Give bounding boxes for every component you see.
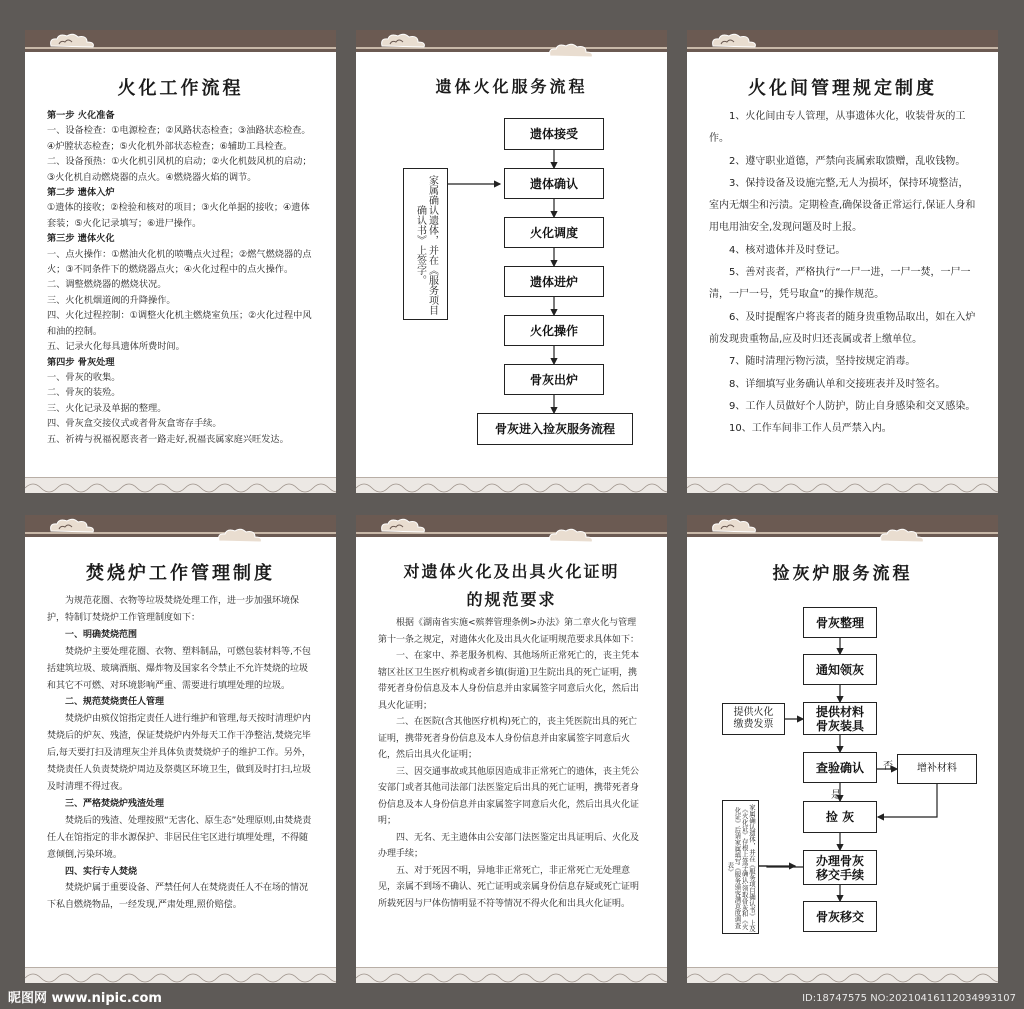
cloud-ornament-icon — [546, 527, 598, 545]
bottom-border-ornament — [356, 967, 667, 983]
poster-cremation-workflow — [25, 30, 336, 493]
body-line: 四、骨灰盒交接仪式或者骨灰盒寄存手续。 — [47, 418, 222, 430]
body-line: 5、善对丧者，严格执行“一尸一进，一尸一焚，一尸一清，一尸一号，凭号取盒”的操作规范。 — [709, 267, 971, 301]
top-banner — [687, 515, 998, 537]
body-line: 根据《湖南省实施<殡葬管理条例>办法》第二章火化与管理第十一条之规定，对遗体火化及出具火化证明规范要求具体如下： — [378, 618, 640, 645]
note-box — [722, 800, 759, 934]
body-line: 一、在家中、养老服务机构、其他场所正常死亡的，丧主凭本辖区社区卫生医疗机构或者乡镇(街道)卫生院出具的死亡证明，携带死者身份信息及本人身份信息并由家属签字同意后火化，然后出具火化证明； — [378, 651, 640, 711]
body-line: 四、无名、无主遗体由公安部门法医鉴定出具证明后、火化及办理手续； — [378, 832, 640, 859]
body-line: ①遗体的接收；②检验和核对的项目；③火化单据的接收；④遗体套装；⑤火化记录填写；⑥进尸操作。 — [47, 202, 310, 229]
body-line: 三、火化机烟道阀的升降操作。 — [47, 294, 176, 306]
body-line: 4、核对遗体并及时登记。 — [729, 244, 846, 256]
body-line: 焚烧炉主要处理花圈、衣物、塑料制品，可燃包装材料等,不包括建筑垃圾、玻璃酒瓶、爆炸物及国家名令禁止不允许焚烧的垃圾和其它不可燃、对环境影响严重、需要进行填埋处理的垃圾。 — [47, 646, 311, 691]
flow-step: 骨灰出炉 — [504, 364, 604, 395]
body-line: 焚烧炉属于重要设备、严禁任何人在焚烧责任人不在场的情况下私自燃烧物品，一经发现,严肃处理,照价赔偿。 — [47, 883, 309, 911]
panel-title: 焚烧炉工作管理制度 — [86, 563, 275, 584]
body-line: 6、及时提醒客户将丧者的随身贵重物品取出，如在入炉前发现贵重物品,应及时归还丧属或者上缴单位。 — [709, 311, 976, 345]
panel-body — [709, 106, 976, 440]
section-heading: 第四步 骨灰处理 — [47, 356, 115, 368]
flow-step: 遗体进炉 — [504, 266, 604, 297]
body-line: 四、火化过程控制：①调整火化机主燃烧室负压；②火化过程中风和油的控制。 — [47, 310, 312, 337]
side-input-box: 提供火化 缴费发票 — [722, 703, 785, 735]
body-line: 7、随时清理污物污渍，坚持按规定消毒。 — [729, 356, 916, 368]
cloud-ornament-icon — [546, 42, 598, 60]
label-yes: 是 — [831, 790, 841, 801]
flow-step: 通知领灰 — [803, 654, 877, 685]
poster-body-cremation-service — [356, 30, 667, 493]
section-heading: 四、实行专人焚烧 — [65, 866, 138, 877]
body-line: 五、祈祷与祝福祝愿丧者一路走好,祝福丧属家庭兴旺发达。 — [47, 433, 289, 445]
flow-step: 查验确认 — [803, 752, 877, 783]
top-banner — [687, 30, 998, 52]
flow-step: 骨灰整理 — [803, 607, 877, 638]
bottom-border-ornament — [25, 477, 336, 493]
panel-body — [378, 615, 645, 912]
bottom-border-ornament — [25, 967, 336, 983]
cloud-ornament-icon — [378, 517, 430, 535]
side-note-text: 家属确认遗体，并在《服务项目确认书》上签字。 — [414, 175, 438, 315]
cloud-ornament-icon — [47, 32, 99, 50]
poster-incinerator-rules — [25, 515, 336, 983]
flow-step: 遗体确认 — [504, 168, 604, 199]
body-line: 焚烧后的残渣、处理按照“无害化、原生态”处理原则,由焚烧责任人在馆指定的非水源保护、非居民住宅区进行填埋处理，不得随意倾倒,污染环境。 — [47, 815, 312, 860]
panel-title: 火化间管理规定制度 — [748, 78, 937, 99]
panel-title-line2: 的规范要求 — [466, 590, 557, 609]
body-line: 三、因交通事故或其他原因造成非正常死亡的遗体，丧主凭公安部门或者其他司法部门法医鉴定后出具的死亡证明，携带死者身份信息及本人身份信息并由家属签字同意后火化，然后出具火化证明； — [378, 766, 640, 826]
body-line: 一、点火操作：①燃油火化机的喷嘴点火过程；②燃气燃烧器的点火；③不同条件下的燃烧器点火；④火化过程中的点火操作。 — [47, 248, 312, 276]
cloud-ornament-icon — [709, 517, 761, 535]
body-line: 为规范花圈、衣物等垃圾焚烧处理工作，进一步加强环境保护，特制订焚烧炉工作管理制度如下： — [47, 596, 300, 623]
cloud-ornament-icon — [877, 527, 929, 545]
top-banner — [25, 30, 336, 52]
flow-step: 办理骨灰 移交手续 — [803, 850, 877, 885]
body-line: 一、设备检查：①电源检查；②风路状态检查；③油路状态检查。④炉膛状态检查；⑤火化机外部状态检查；⑥辅助工具检查。 — [47, 125, 311, 152]
top-banner — [356, 30, 667, 52]
panel-title: 火化工作流程 — [117, 78, 244, 99]
cloud-ornament-icon — [47, 517, 99, 535]
panel-title: 捡灰炉服务流程 — [772, 564, 913, 584]
cloud-ornament-icon — [709, 32, 761, 50]
top-banner — [356, 515, 667, 537]
image-id: ID:18747575 NO:20210416112034993107 — [802, 993, 1016, 1004]
body-line: 一、骨灰的收集。 — [47, 371, 121, 383]
section-heading: 三、严格焚烧炉残渣处理 — [65, 798, 165, 809]
watermark-logo: 昵图网 www.nipic.com — [8, 991, 162, 1006]
top-banner — [25, 515, 336, 537]
side-note-box — [403, 168, 448, 320]
body-line: 二、骨灰的装殓。 — [47, 387, 121, 399]
label-no: 否 — [883, 761, 893, 772]
section-heading: 第二步 遗体入炉 — [47, 187, 115, 199]
cloud-ornament-icon — [378, 32, 430, 50]
bottom-border-ornament — [356, 477, 667, 493]
body-line: 1、火化间由专人管理，从事遗体火化，收装骨灰的工作。 — [709, 111, 966, 145]
panel-body — [47, 593, 314, 914]
bottom-border-ornament — [687, 967, 998, 983]
poster-cremation-room-rules — [687, 30, 998, 493]
note-text: 家属确认遗体，并在《服务项目确认书》上及《火化证》存根上签字确认;领取骨灰和《火化证》后请家属填写《服务颁客满意度调查表》 — [726, 804, 756, 932]
flow-step-final: 骨灰进入捡灰服务流程 — [477, 413, 633, 445]
panel-title-line1: 对遗体火化及出具火化证明 — [403, 562, 620, 581]
body-line: 三、火化记录及单据的整理。 — [47, 402, 167, 414]
panel-body — [47, 108, 314, 447]
section-heading: 第三步 遗体火化 — [47, 233, 115, 245]
body-line: 二、在医院(含其他医疗机构)死亡的，丧主凭医院出具的死亡证明，携带死者身份信息及本人身份信息并由家属签字同意后火化，然后出具火化证明； — [378, 717, 638, 760]
body-line: 二、调整燃烧器的燃烧状况。 — [47, 279, 167, 291]
body-line: 焚烧炉由殡仪馆指定责任人进行维护和管理,每天按时清理炉内焚烧后的炉灰、残渣，保证焚烧炉内外每天工作干净整洁,焚烧完毕后,每天要打扫及清理灰尘并具体负责焚烧炉子的维护工作。另外，焚烧责任人负责焚烧炉周边及祭奠区环境卫生，做到及时打扫,垃圾及时清理不得过夜。 — [47, 714, 311, 792]
flow-step: 火化操作 — [504, 315, 604, 346]
body-line: 10、工作车间非工作人员严禁入内。 — [729, 423, 892, 435]
body-line: 2、遵守职业道德，严禁向丧属索取馈赠，乱收钱物。 — [729, 155, 966, 167]
poster-ash-collection-service — [687, 515, 998, 983]
poster-cremation-certificate-rules — [356, 515, 667, 983]
flow-step: 骨灰移交 — [803, 901, 877, 932]
flow-step: 遗体接受 — [504, 118, 604, 150]
supplement-box: 增补材料 — [897, 754, 977, 784]
body-line: 二、设备预热：①火化机引风机的启动；②火化机鼓风机的启动；③火化机自动燃烧器的点火。④燃烧器火焰的调节。 — [47, 156, 312, 183]
flow-step: 捡 灰 — [803, 801, 877, 833]
section-heading: 第一步 火化准备 — [47, 110, 115, 121]
flow-step: 火化调度 — [504, 217, 604, 248]
body-line: 3、保持设备及设施完整,无人为损坏，保持环境整洁，室内无烟尘和污渍。定期检查,确保设备正常运行,保证人身和用电用油安全,发现问题及时上报。 — [709, 177, 976, 234]
bottom-border-ornament — [687, 477, 998, 493]
section-heading: 二、规范焚烧责任人管理 — [65, 697, 165, 708]
body-line: 五、记录火化每具遗体所费时间。 — [47, 341, 185, 353]
cloud-ornament-icon — [215, 527, 267, 545]
body-line: 8、详细填写业务确认单和交接班表并及时签名。 — [729, 378, 946, 390]
panel-title: 遗体火化服务流程 — [435, 77, 588, 96]
body-line: 9、工作人员做好个人防护，防止自身感染和交叉感染。 — [729, 400, 976, 412]
section-heading: 一、明确焚烧范围 — [65, 629, 138, 640]
body-line: 五、对于死因不明，异地非正常死亡，非正常死亡无处理意见，亲属不到场不确认、死亡证明或亲属身份信息存疑或死亡证明所载死因与尸体伤情明显不符等情况不得火化和出具火化证明。 — [378, 865, 640, 909]
flow-step: 提供材料 骨灰装具 — [803, 702, 877, 735]
